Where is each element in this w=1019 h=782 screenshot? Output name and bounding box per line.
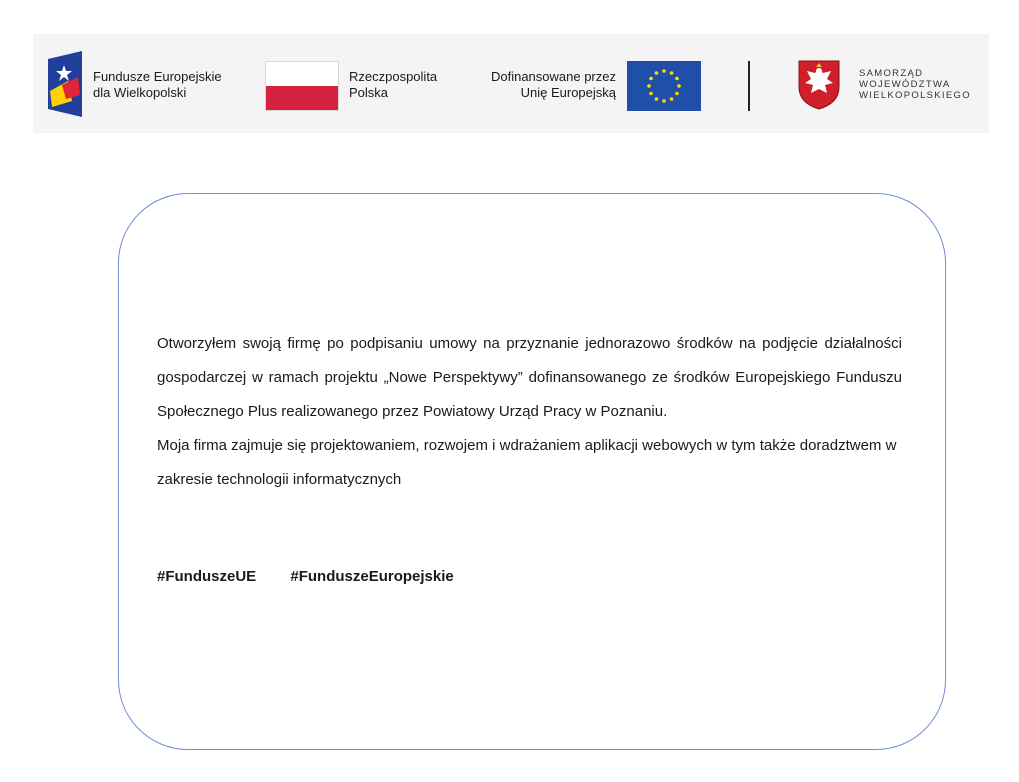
logo-divider [748, 61, 750, 111]
hashtag-fundusze-ue: #FunduszeUE [157, 568, 257, 585]
fundusze-europejskie-label: Fundusze Europejskie dla Wielkopolski [93, 69, 222, 100]
announcement-text [157, 327, 902, 497]
funding-logo-bar [33, 34, 989, 133]
hashtags [157, 568, 484, 585]
samorzad-wojewodztwa-label: SAMORZĄD WOJEWÓDZTWA WIELKOPOLSKIEGO [859, 68, 971, 101]
polish-flag [265, 61, 339, 111]
eu-flag-icon [627, 61, 701, 111]
fundusze-europejskie-logo [48, 51, 82, 117]
hashtag-fundusze-europejskie: #FunduszeEuropejskie [290, 568, 454, 585]
paragraph-company-info: Moja firma zajmuje się projektowaniem, rozwojem i wdrażaniem aplikacji webowych w tym także doradztwem w zakresie technologii informatycznych [157, 437, 897, 488]
eu-cofinanced-label: Dofinansowane przez Unię Europejską [490, 69, 616, 100]
wielkopolska-crest-icon [797, 59, 841, 111]
paragraph-project-info: Otworzyłem swoją firmę po podpisaniu umowy na przyznanie jednorazowo środków na podjęcie działalności gospodarczej w ramach projektu „Nowe Perspektywy” dofinansowanego ze środków Europejskiego Funduszu Społecznego Plus realizowanego przez Powiatowy Urząd Pracy w Poznaniu. [157, 335, 902, 420]
rzeczpospolita-polska-label: Rzeczpospolita Polska [349, 69, 438, 100]
